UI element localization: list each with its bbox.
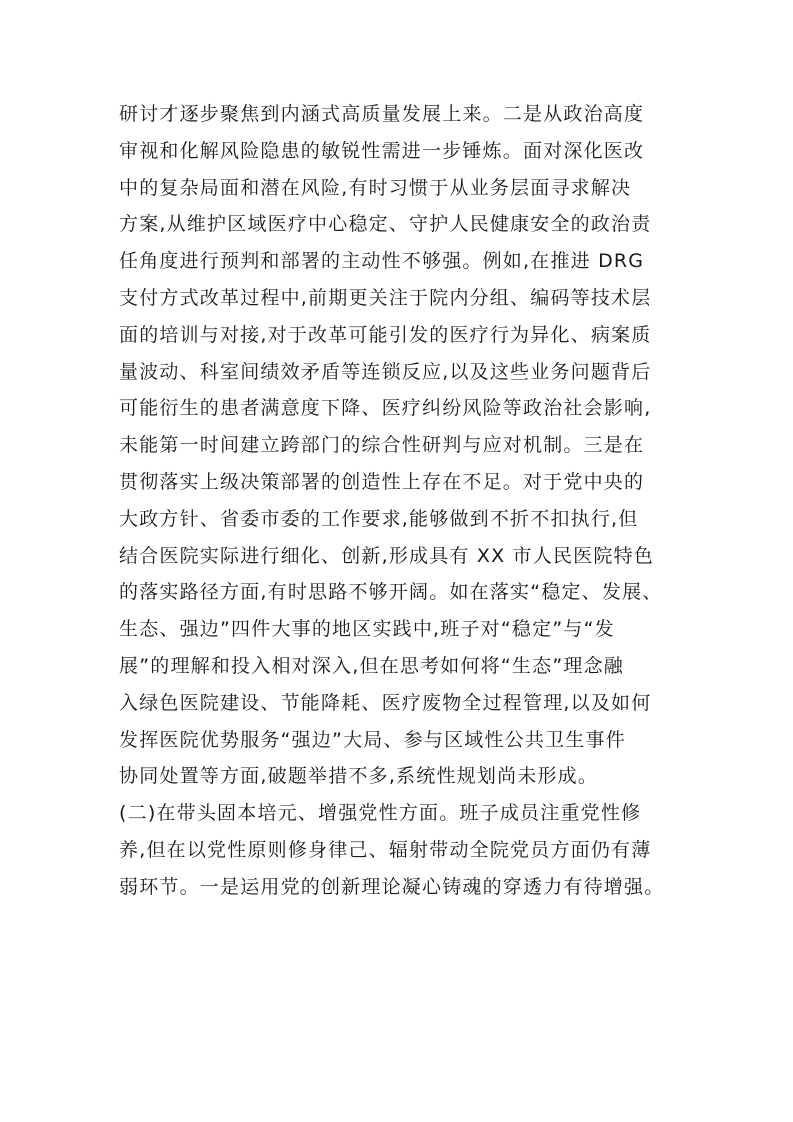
- text-line: 的落实路径方面,有时思路不够开阔。如在落实“稳定、发展、: [119, 581, 663, 604]
- text-line: 展”的理解和投入相对深入,但在思考如何将“生态”理念融: [119, 654, 624, 677]
- text-line: 审视和化解风险隐患的敏锐性需进一步锤炼。面对深化医改: [119, 139, 645, 162]
- text-line: 面的培训与对接,对于改革可能引发的医疗行为异化、病案质: [119, 323, 652, 346]
- text-line: 发挥医院优势服务“强边”大局、参与区域性公共卫生事件: [119, 728, 626, 751]
- text-line: 贯彻落实上级决策部署的创造性上存在不足。对于党中央的: [119, 470, 645, 493]
- text-line: 入绿色医院建设、节能降耗、医疗废物全过程管理,以及如何: [119, 691, 652, 714]
- text-line: 方案,从维护区域医疗中心稳定、守护人民健康安全的政治责: [119, 213, 652, 236]
- text-line: 任角度进行预判和部署的主动性不够强。例如,在推进 DRG: [119, 250, 645, 273]
- text-line: 协同处置等方面,破题举措不多,系统性规划尚未形成。: [119, 765, 599, 788]
- text-line: 支付方式改革过程中,前期更关注于院内分组、编码等技术层: [119, 286, 652, 309]
- text-line: 大政方针、省委市委的工作要求,能够做到不折不扣执行,但: [119, 507, 639, 530]
- text-line: 生态、强边”四件大事的地区实践中,班子对“稳定”与“发: [119, 618, 615, 641]
- text-line: 结合医院实际进行细化、创新,形成具有 XX 市人民医院特色: [119, 544, 654, 567]
- text-line: 弱环节。一是运用党的创新理论凝心铸魂的穿透力有待增强。: [119, 875, 665, 898]
- text-line: 未能第一时间建立跨部门的综合性研判与应对机制。三是在: [119, 434, 645, 457]
- body-text: [119, 96, 679, 906]
- text-line: 养,但在以党性原则修身律己、辐射带动全院党员方面仍有薄: [119, 838, 652, 861]
- section-heading-line: (二)在带头固本培元、增强党性方面。班子成员注重党性修: [119, 802, 642, 825]
- text-line: 中的复杂局面和潜在风险,有时习惯于从业务层面寻求解决: [119, 176, 632, 199]
- text-line: 量波动、科室间绩效矛盾等连锁反应,以及这些业务问题背后: [119, 360, 652, 383]
- text-line: 研讨才逐步聚焦到内涵式高质量发展上来。二是从政治高度: [119, 103, 645, 125]
- text-line: 可能衍生的患者满意度下降、医疗纠纷风险等政治社会影响,: [119, 397, 652, 420]
